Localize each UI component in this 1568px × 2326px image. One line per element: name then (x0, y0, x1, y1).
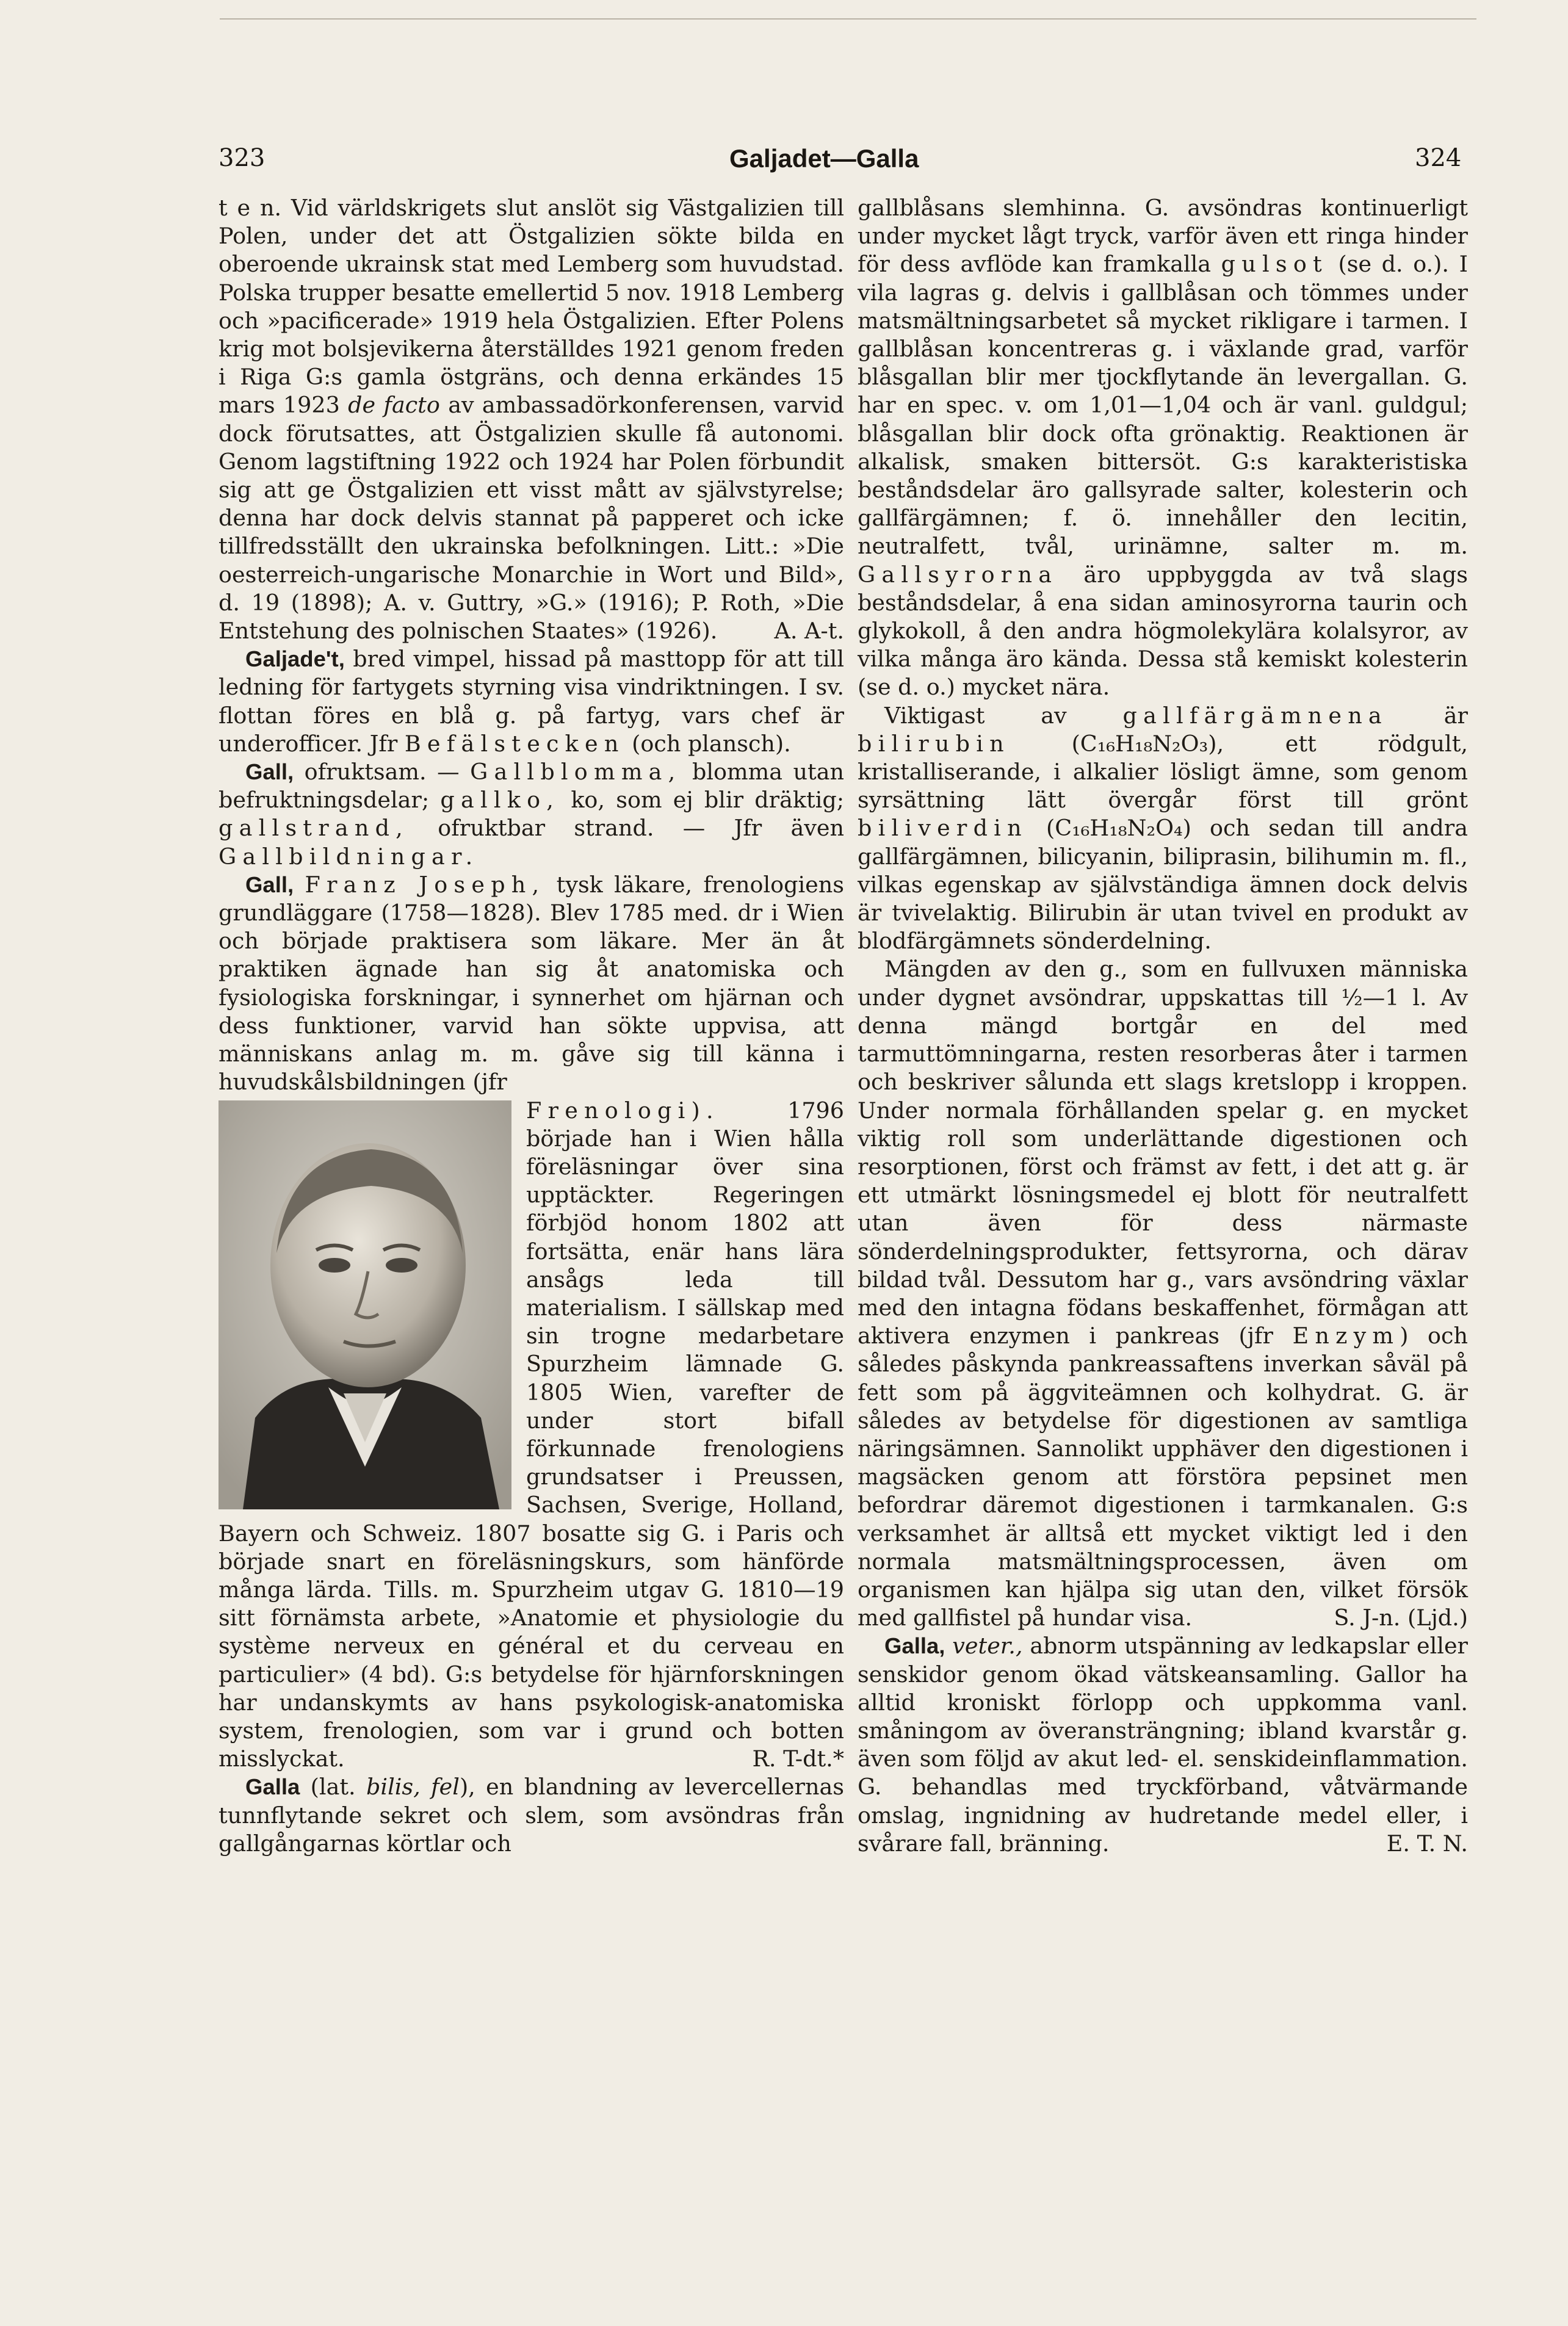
headword: Galla (245, 1774, 300, 1800)
headword: Galla, (884, 1633, 945, 1659)
headword: Gall, (245, 872, 294, 897)
headword: Gall, (245, 759, 294, 785)
author-signature: S. J-n. (Ljd.) (1334, 1605, 1468, 1631)
headword: Galjade't, (245, 646, 345, 672)
portrait-illustration (219, 1100, 511, 1509)
author-signature: E. T. N. (1386, 1830, 1468, 1857)
left-column (219, 194, 844, 1858)
entry-gall-ofruktsam: Gall, ofruktsam. — Gallblomma, blomma utan befruktningsdelar; gallko, ko, som ej blir dräktig; gallstrand, ofruktbar strand. — Jfr även Gallbildningar. (219, 759, 845, 870)
entry-gall-franz-joseph: Gall, Franz Joseph, tysk läkare, frenologiens grundläggare (1758—1828). Blev 1785 med. dr i Wien och började praktisera som läkare. Mer än åt praktiken ägnade han sig åt anatomiska och fysiologiska forskningar, i synnerhet om hjärnan och dess funktioner, varvid han sökte uppvisa, att människans anlag m. m. gåve sig till känna i huvudskålsbildningen (jfr (219, 871, 844, 1096)
page-number-left: 323 (219, 144, 266, 172)
paragraph-mangden: Mängden av den g., som en fullvuxen människa under dygnet avsöndrar, uppskattas till ½—1 l. Av denna mängd bortgår en del med tarmuttömningarna, resten resorberas åter i tarmen och beskriver sålunda ett slags kretslopp i kroppen. Under normala förhållanden spelar g. en mycket viktig roll som underlättande digestionen och resorptionen, först och främst av fett, i det att g. är ett utmärkt lösningsmedel ej blott för neutralfett utan även för dess närmaste sönderdelningsprodukter, fettsyrorna, och därav bildad tvål. Dessutom har g., vars avsöndring växlar med den intagna födans beskaffenhet, förmågan att aktivera enzymen i pankreas (jfr Enzym) och således påskynda pankreassaftens inverkan såväl på fett som på äggviteämnen och kolhydrat. G. är således av betydelse för digestionen av samtliga näringsämnen. Sannolikt upphäver den digestionen i magsäcken genom att förstöra pepsinet men befordrar däremot digestionen i tarmkanalen. G:s verksamhet är alltså ett mycket viktigt led i den normala matsmältningsprocessen, även om organismen kan hjälpa sig utan den, vilket försök med gallfistel på hundar visa. S. J-n. (Ljd.) (858, 955, 1468, 1632)
running-title: Galjadet—Galla (729, 144, 919, 173)
top-rule (220, 18, 1476, 20)
entry-gall-franz-joseph-cont: Frenologi). 1796 började han i Wien hålla föreläsningar över sina upptäckter. Regeringen förbjöd honom 1802 att fortsätta, enär hans lära ansågs leda till materialism. I sällskap med sin trogne medarbetare Spurzheim lämnade G. 1805 Wien, varefter de under stort bifall förkunnade frenologiens grundsatser i Preussen, Sachsen, Sverige, Holland, Bayern och Schweiz. 1807 bosatte sig G. i Paris och började snart en föreläsningskurs, som hänförde många lärda. Tills. m. Spurzheim utgav G. 1810—19 sitt förnämsta arbete, »Anatomie et physiologie du système nerveux en général et du cerveau en particulier» (4 bd). G:s betydelse för hjärnforskningen har undanskymts av hans psykologisk-anatomiska system, frenologien, som var i grund och botten misslyckat. R. T-dt.* (219, 1097, 844, 1774)
entry-continuation: t e n. Vid världskrigets slut anslöt sig Västgalizien till Polen, under det att Östgalizien sökte bilda en oberoende ukrainsk stat med Lemberg som huvudstad. Polska trupper besatte emellertid 5 nov. 1918 Lemberg och »pacificerade» 1919 hela Östgalizien. Efter Polens krig mot bolsjevikerna återställdes 1921 genom freden i Riga G:s gamla östgräns, och denna erkändes 15 mars 1923 de facto av ambassadörkonferensen, varvid dock förutsattes, att Östgalizien skulle få autonomi. Genom lagstiftning 1922 och 1924 har Polen förbundit sig att ge Östgalizien ett visst mått av självstyrelse; denna har dock delvis stannat på papperet och icke tillfredsställt den ukrainska befolkningen. Litt.: »Die oesterreich-ungarische Monarchie in Wort und Bild», d. 19 (1898); A. v. Guttry, »G.» (1916); P. Roth, »Die Entstehung des polnischen Staates» (1926). A. A-t. (219, 194, 844, 645)
author-signature: A. A-t. (774, 618, 844, 645)
entry-galjadet: Galjade't, bred vimpel, hissad på masttopp för att till ledning för fartygets styrning visa vindriktningen. I sv. flottan föres en blå g. på fartyg, vars chef är underofficer. Jfr Befälstecken (och plansch). (219, 646, 844, 757)
entry-galla-veter: Galla, veter., abnorm utspänning av ledkapslar eller senskidor genom ökad vätskeansamling. Gallor ha alltid kroniskt förlopp och uppkomma vanl. småningom av överansträngning; ibland kvarstår g. även som följd av akut led- el. senskideinflammation. G. behandlas med tryckförband, våtvärmande omslag, ingnidning av hudretande medel eller, i svårare fall, bränning. E. T. N. (858, 1632, 1468, 1858)
paragraph-gallfargamnen: Viktigast av gallfärgämnena är bilirubin (C₁₆H₁₈N₂O₃), ett rödgult, kristalliserande, i alkalier lösligt ämne, som genom syrsättning lätt övergår först till grönt biliverdin (C₁₆H₁₈N₂O₄) och sedan till andra gallfärgämnen, bilicyanin, biliprasin, bilihumin m. fl., vilkas egenskap av självständiga ämnen dock delvis är tvivelaktig. Bilirubin är utan tvivel en produkt av blodfärgämnets sönderdelning. (858, 702, 1468, 955)
entry-galla-cont: gallblåsans slemhinna. G. avsöndras kontinuerligt under mycket lågt tryck, varför även ett ringa hinder för dess avflöde kan framkalla gulsot (se d. o.). I vila lagras g. delvis i gallblåsan och tömmes under matsmältningsarbetet så mycket rikligare i tarmen. I gallblåsan koncentreras g. i växlande grad, varför blåsgallan blir mer tjockflytande än levergallan. G. har en spec. v. om 1,01—1,04 och är vanl. guldgul; blåsgallan blir dock ofta grönaktig. Reaktionen är alkalisk, smaken bittersöt. G:s karakteristiska beståndsdelar äro gallsyrade salter, kolesterin och gallfärgämnen; f. ö. innehåller den lecitin, neutralfett, tvål, urinämne, salter m. m. Gallsyrorna äro uppbyggda av två slags beståndsdelar, å ena sidan aminosyrorna taurin och glykokoll, å den andra högmolekylära kolalsyror, av vilka många äro kända. Dessa stå kemiskt kolesterin (se d. o.) mycket nära. (858, 195, 1468, 701)
page-number-right: 324 (1415, 144, 1462, 172)
portrait-icon (219, 1100, 511, 1509)
author-signature: R. T-dt.* (752, 1746, 844, 1772)
entry-galla: Galla (lat. bilis, fel), en blandning av levercellernas tunnflytande sekret och slem, som avsöndras från gallgångarnas körtlar och (219, 1774, 844, 1857)
right-column (858, 194, 1468, 1858)
